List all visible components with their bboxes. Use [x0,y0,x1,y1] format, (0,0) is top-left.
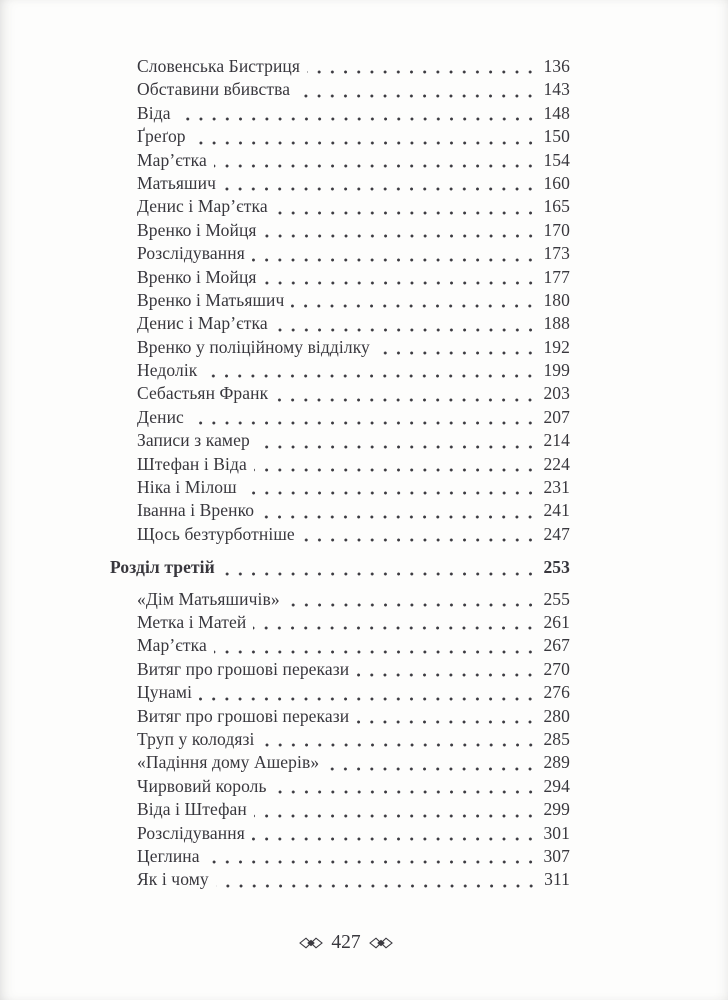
dot-leader [207,845,542,868]
toc-entry-page-number: 148 [543,102,570,123]
toc-entry [110,822,570,845]
dot-leader [297,78,541,101]
dot-leader [178,102,542,125]
dot-leader [275,312,542,335]
dot-leader [252,242,542,265]
toc-entry [110,681,570,704]
toc-entry [110,429,570,452]
toc-entry-page-number: 299 [543,799,570,820]
toc-entry-page-number: 261 [543,611,570,632]
dot-leader [302,523,542,546]
toc-entry-title: Витяг про грошові перекази [137,705,350,726]
toc-entry-title: «Дім Матьяшичів» [137,588,280,609]
dot-leader [264,266,542,289]
dot-leader [274,775,542,798]
toc-entry-title: Витяг про грошові перекази [137,658,350,679]
toc-entry-page-number: 267 [543,635,570,656]
diamond-chain-ornament-icon [369,937,393,949]
dot-leader [222,556,542,579]
toc-entry [110,634,570,657]
dot-leader [204,359,541,382]
toc-entry [110,125,570,148]
dot-leader [254,453,542,476]
toc-entry-page-number: 276 [543,682,570,703]
toc-entry-title: Словенська Бистриця [137,56,301,76]
toc-entry [110,149,570,172]
toc-entry-page-number: 270 [543,658,570,679]
toc-entry-title: Цеглина [137,845,200,866]
toc-entry-title: Розслідування [137,243,245,264]
toc-entry-page-number: 203 [543,383,570,404]
toc-entry-title: Штефан і Віда [137,453,247,474]
toc-entry [110,705,570,728]
dot-leader [199,681,541,704]
toc-entry-page-number: 192 [543,336,570,357]
dot-leader [275,195,542,218]
toc-entry-page-number: 180 [543,289,570,310]
toc-entry [110,359,570,382]
toc-entry-page-number: 247 [543,523,570,544]
dot-leader [356,705,541,728]
toc-entry-page-number: 255 [543,588,570,609]
toc-entry [110,658,570,681]
toc-entry-title: Чирвовий король [137,775,267,796]
toc-entry-title: «Падіння дому Ашерів» [137,752,320,773]
toc-entry-title: Розділ третій [110,557,215,578]
toc-entry-page-number: 199 [543,360,570,381]
dot-leader [216,868,542,891]
dot-leader [326,751,541,774]
toc-entry-page-number: 150 [543,126,570,147]
toc-entry-title: Цунамі [137,682,193,703]
toc-entry [110,406,570,429]
toc-entry-title: Матьяшич [137,172,216,193]
dot-leader [193,125,542,148]
toc-entry [110,312,570,335]
toc-entry-title: Вренко і Матьяшич [137,289,285,310]
dot-leader [214,149,542,172]
toc-entry-title: Обставини вбивства [137,79,291,100]
toc-entry-page-number: 177 [543,266,570,287]
dot-leader [191,406,542,429]
folio-page-number: 427 [331,932,361,953]
toc-entry [110,499,570,522]
toc-entry-title: Мар’єтка [137,149,207,170]
toc-entry [110,523,570,546]
dot-leader [223,172,541,195]
toc-entry [110,453,570,476]
toc-entry-title: Віда і Штефан [137,799,247,820]
toc-entry [110,242,570,265]
dot-leader [254,798,542,821]
toc-entry [110,172,570,195]
toc-entry-title: Розслідування [137,822,245,843]
toc-entry-title: Денис і Мар’єтка [137,196,268,217]
toc-entry-page-number: 285 [543,728,570,749]
toc-entry-title: Недолік [137,360,198,381]
toc-entry-title: Труп у колодязі [137,728,255,749]
toc-entry-title: Іванна і Вренко [137,500,255,521]
page-footer [0,932,692,954]
toc-entry-title: Ніка і Мілош [137,477,237,498]
toc-entry-page-number: 289 [543,752,570,773]
toc-entry-page-number: 154 [543,149,570,170]
toc-entry-title: Вренко і Мойця [137,219,257,240]
toc-entry-page-number: 173 [543,243,570,264]
toc-entry [110,845,570,868]
toc-entry-page-number: 170 [543,219,570,240]
toc-entry-title: Метка і Матей [137,611,247,632]
toc-entry-page-number: 188 [543,313,570,334]
toc-entry-page-number: 294 [543,775,570,796]
toc-entry [110,798,570,821]
toc-entry-page-number: 143 [543,79,570,100]
toc-entry-title: Себастьян Франк [137,383,269,404]
dot-leader [252,822,542,845]
dot-leader [257,429,542,452]
toc-entry [110,55,570,78]
toc-entry [110,289,570,312]
toc-entry-title: Вренко і Мойця [137,266,257,287]
toc-entry [110,102,570,125]
toc-entry [110,611,570,634]
toc-entry-page-number: 231 [543,477,570,498]
toc-entry [110,868,570,891]
dot-leader [253,611,541,634]
toc-entry [110,266,570,289]
toc-entry [110,219,570,242]
toc-entry-page-number: 253 [543,557,570,578]
toc-entry-title: Мар’єтка [137,635,207,656]
dot-leader [244,476,542,499]
toc-entry [110,476,570,499]
dot-leader [275,382,541,405]
dot-leader [264,219,542,242]
toc-entry-title: Як і чому [137,869,209,890]
toc-entry [110,336,570,359]
toc-entry [110,728,570,751]
diamond-chain-ornament-icon [299,937,323,949]
toc-entry [110,751,570,774]
toc-entry-page-number: 207 [543,406,570,427]
dot-leader [262,728,542,751]
dot-leader [291,289,541,312]
toc-entry-title: Денис і Мар’єтка [137,313,268,334]
toc-section-heading [110,556,570,579]
toc-entry [110,78,570,101]
toc-entry-title: Віда [137,102,171,123]
toc-entry-page-number: 136 [543,56,570,76]
toc-entry [110,775,570,798]
toc-entry-title: Ґреґор [137,126,186,147]
toc-entry-title: Щось безтурботніше [137,523,295,544]
toc-entry [110,382,570,405]
toc-entry-page-number: 241 [543,500,570,521]
toc-entry [110,588,570,611]
toc-entry-title: Денис [137,406,184,427]
toc-entry-title: Записи з камер [137,430,250,451]
toc-entry-page-number: 224 [543,453,570,474]
toc-entry-title: Вренко у поліційному відділку [137,336,370,357]
dot-leader [261,499,541,522]
toc-entry-page-number: 214 [543,430,570,451]
toc-entry-page-number: 311 [544,869,570,890]
toc-entry-page-number: 160 [543,172,570,193]
dot-leader [377,336,542,359]
dot-leader [307,55,541,78]
toc-entry-page-number: 307 [543,845,570,866]
dot-leader [356,658,541,681]
toc-entry-page-number: 301 [543,822,570,843]
table-of-contents [110,55,570,892]
toc-entry-page-number: 280 [543,705,570,726]
toc-entry-page-number: 165 [543,196,570,217]
dot-leader [287,588,542,611]
dot-leader [214,634,542,657]
toc-entry [110,195,570,218]
